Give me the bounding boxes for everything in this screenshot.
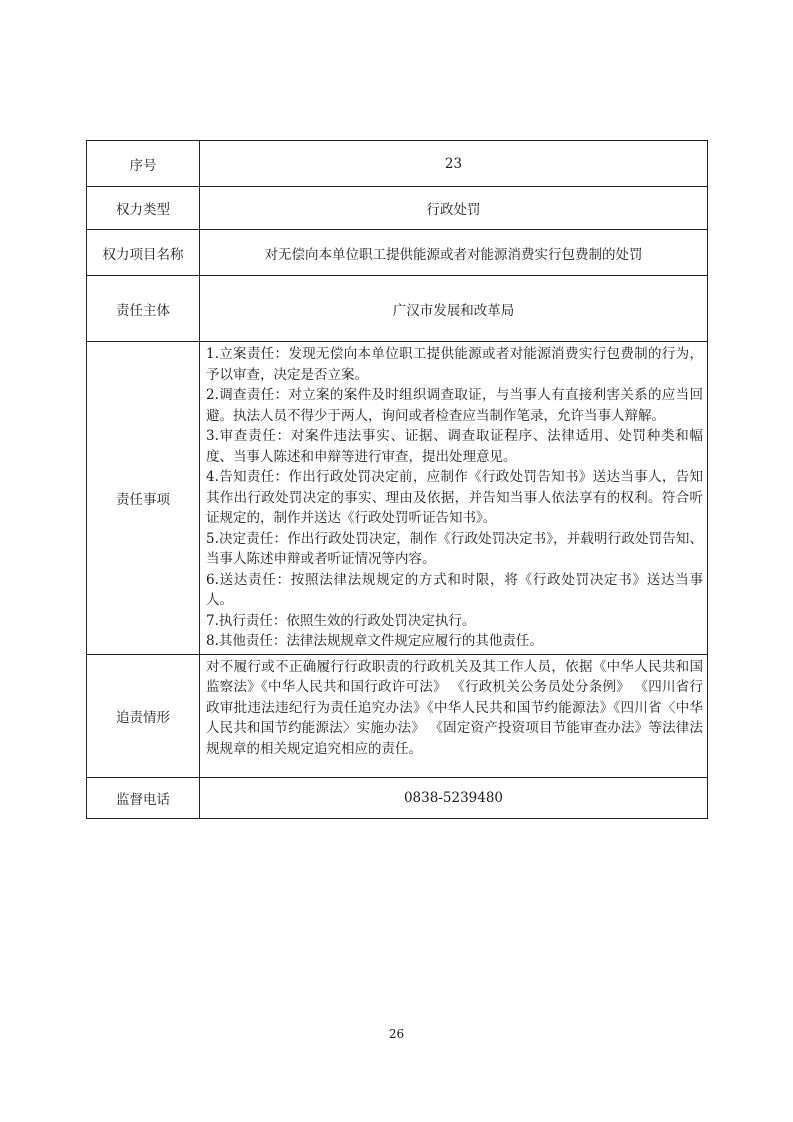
accountability-label: 追责情形 — [87, 654, 200, 777]
responsibility-item-review: 3.审查责任：对案件违法事实、证据、调查取证程序、法律适用、处罚种类和幅度、当事人陈述和申辩等进行审查，提出处理意见。 — [206, 428, 703, 465]
responsibility-item-filing: 1.立案责任：发现无偿向本单位职工提供能源或者对能源消费实行包费制的行为，予以审查，决定是否立案。 — [206, 346, 703, 383]
responsible-subject-label: 责任主体 — [87, 276, 200, 342]
responsibility-items-list — [200, 342, 708, 655]
serial-number-label: 序号 — [87, 141, 200, 187]
power-item-name-label: 权力项目名称 — [87, 230, 200, 276]
supervision-phone-value: 0838-5239480 — [200, 777, 708, 818]
table-row — [87, 654, 708, 777]
responsibility-table — [86, 140, 708, 819]
responsibility-item-investigation: 2.调查责任：对立案的案件及时组织调查取证，与当事人有直接利害关系的应当回避。执法人员不得少于两人，询问或者检查应当制作笔录，允许当事人辩解。 — [206, 387, 703, 424]
power-item-name-value: 对无偿向本单位职工提供能源或者对能源消费实行包费制的处罚 — [200, 230, 708, 276]
supervision-phone-label: 监督电话 — [87, 777, 200, 818]
responsibility-item-delivery: 6.送达责任：按照法律法规规定的方式和时限，将《行政处罚决定书》送达当事人。 — [206, 571, 703, 608]
page-number: 26 — [388, 1027, 405, 1041]
table-row — [87, 342, 708, 655]
table-row — [87, 276, 708, 342]
serial-number-value: 23 — [200, 141, 708, 187]
responsibility-item-other: 8.其他责任：法律法规规章文件规定应履行的其他责任。 — [206, 633, 543, 649]
accountability-text: 对不履行或不正确履行行政职责的行政机关及其工作人员，依据《中华人民共和国监察法》《中华人民共和国行政许可法》 《行政机关公务员处分条例》 《四川省行政审批违法违纪行为责任追究办法》《中华人民共和国节约能源法》《四川省〈中华人民共和国节约能源法〉实施办法》 《固定资产投资项目节能审查办法》等法律法规规章的相关规定追究相应的责任。 — [200, 654, 708, 777]
table-row — [87, 141, 708, 187]
responsibility-items-label: 责任事项 — [87, 342, 200, 655]
responsibility-item-notification: 4.告知责任：作出行政处罚决定前，应制作《行政处罚告知书》送达当事人，告知其作出行政处罚决定的事实、理由及依据，并告知当事人依法享有的权利。符合听证规定的，制作并送达《行政处罚听证告知书》。 — [206, 469, 703, 526]
power-type-label: 权力类型 — [87, 187, 200, 230]
table-row — [87, 187, 708, 230]
table-row — [87, 777, 708, 818]
responsibility-item-execution: 7.执行责任：依照生效的行政处罚决定执行。 — [206, 612, 476, 629]
power-type-value: 行政处罚 — [200, 187, 708, 230]
responsible-subject-value: 广汉市发展和改革局 — [200, 276, 708, 342]
table-row — [87, 230, 708, 276]
responsibility-item-decision: 5.决定责任：作出行政处罚决定，制作《行政处罚决定书》，并载明行政处罚告知、当事人陈述申辩或者听证情况等内容。 — [206, 530, 703, 567]
